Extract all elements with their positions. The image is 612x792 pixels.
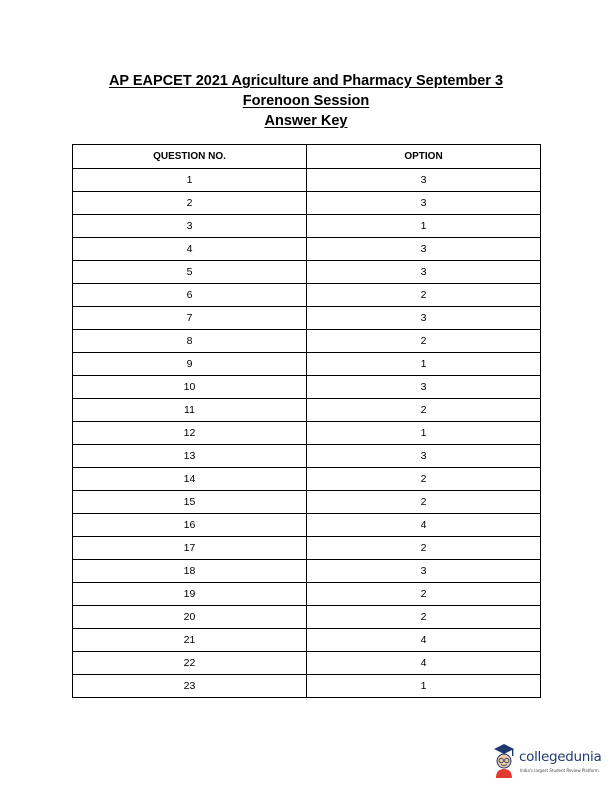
table-row	[73, 422, 541, 445]
header-option: OPTION	[307, 145, 541, 169]
table-row	[73, 215, 541, 238]
document-title	[0, 71, 612, 131]
table-row	[73, 284, 541, 307]
question-number-cell: 19	[73, 583, 307, 606]
question-number-cell: 16	[73, 514, 307, 537]
question-number-cell: 12	[73, 422, 307, 445]
question-number-cell: 3	[73, 215, 307, 238]
question-number-cell: 20	[73, 606, 307, 629]
question-number-cell: 9	[73, 353, 307, 376]
table-row	[73, 606, 541, 629]
question-number-cell: 14	[73, 468, 307, 491]
table-row	[73, 560, 541, 583]
table-row	[73, 445, 541, 468]
table-row	[73, 629, 541, 652]
question-number-cell: 8	[73, 330, 307, 353]
question-number-cell: 18	[73, 560, 307, 583]
option-cell: 2	[307, 583, 541, 606]
question-number-cell: 5	[73, 261, 307, 284]
option-cell: 2	[307, 330, 541, 353]
question-number-cell: 2	[73, 192, 307, 215]
question-number-cell: 6	[73, 284, 307, 307]
table-row	[73, 675, 541, 698]
table-row	[73, 307, 541, 330]
table-row	[73, 353, 541, 376]
option-cell: 4	[307, 652, 541, 675]
table-row	[73, 583, 541, 606]
graduate-avatar-icon	[492, 742, 516, 778]
option-cell: 2	[307, 537, 541, 560]
option-cell: 4	[307, 514, 541, 537]
table-row	[73, 192, 541, 215]
question-number-cell: 11	[73, 399, 307, 422]
table-row	[73, 491, 541, 514]
table-header-row	[73, 145, 541, 169]
option-cell: 3	[307, 376, 541, 399]
header-question-no: QUESTION NO.	[73, 145, 307, 169]
question-number-cell: 1	[73, 169, 307, 192]
option-cell: 3	[307, 238, 541, 261]
option-cell: 2	[307, 606, 541, 629]
question-number-cell: 22	[73, 652, 307, 675]
option-cell: 3	[307, 192, 541, 215]
question-number-cell: 23	[73, 675, 307, 698]
logo-tagline: India's largest Student Review Platform	[520, 768, 599, 773]
option-cell: 3	[307, 560, 541, 583]
option-cell: 1	[307, 353, 541, 376]
table-row	[73, 330, 541, 353]
option-cell: 2	[307, 468, 541, 491]
question-number-cell: 21	[73, 629, 307, 652]
option-cell: 3	[307, 261, 541, 284]
table-body	[73, 169, 541, 698]
table-row	[73, 376, 541, 399]
table-row	[73, 238, 541, 261]
table-row	[73, 514, 541, 537]
table-row	[73, 169, 541, 192]
title-line-3: Answer Key	[264, 113, 348, 129]
question-number-cell: 7	[73, 307, 307, 330]
question-number-cell: 10	[73, 376, 307, 399]
question-number-cell: 13	[73, 445, 307, 468]
option-cell: 3	[307, 307, 541, 330]
option-cell: 1	[307, 675, 541, 698]
collegedunia-logo	[492, 742, 612, 782]
table-row	[73, 537, 541, 560]
answer-key-table	[72, 144, 541, 698]
question-number-cell: 15	[73, 491, 307, 514]
option-cell: 1	[307, 215, 541, 238]
option-cell: 4	[307, 629, 541, 652]
table-row	[73, 652, 541, 675]
table-row	[73, 468, 541, 491]
title-line-1: AP EAPCET 2021 Agriculture and Pharmacy September 3	[108, 73, 504, 89]
option-cell: 3	[307, 169, 541, 192]
option-cell: 2	[307, 491, 541, 514]
title-line-2: Forenoon Session	[242, 93, 370, 109]
option-cell: 1	[307, 422, 541, 445]
table-row	[73, 399, 541, 422]
option-cell: 3	[307, 445, 541, 468]
logo-name: collegedunia	[519, 749, 602, 765]
option-cell: 2	[307, 399, 541, 422]
table-row	[73, 261, 541, 284]
question-number-cell: 4	[73, 238, 307, 261]
question-number-cell: 17	[73, 537, 307, 560]
option-cell: 2	[307, 284, 541, 307]
